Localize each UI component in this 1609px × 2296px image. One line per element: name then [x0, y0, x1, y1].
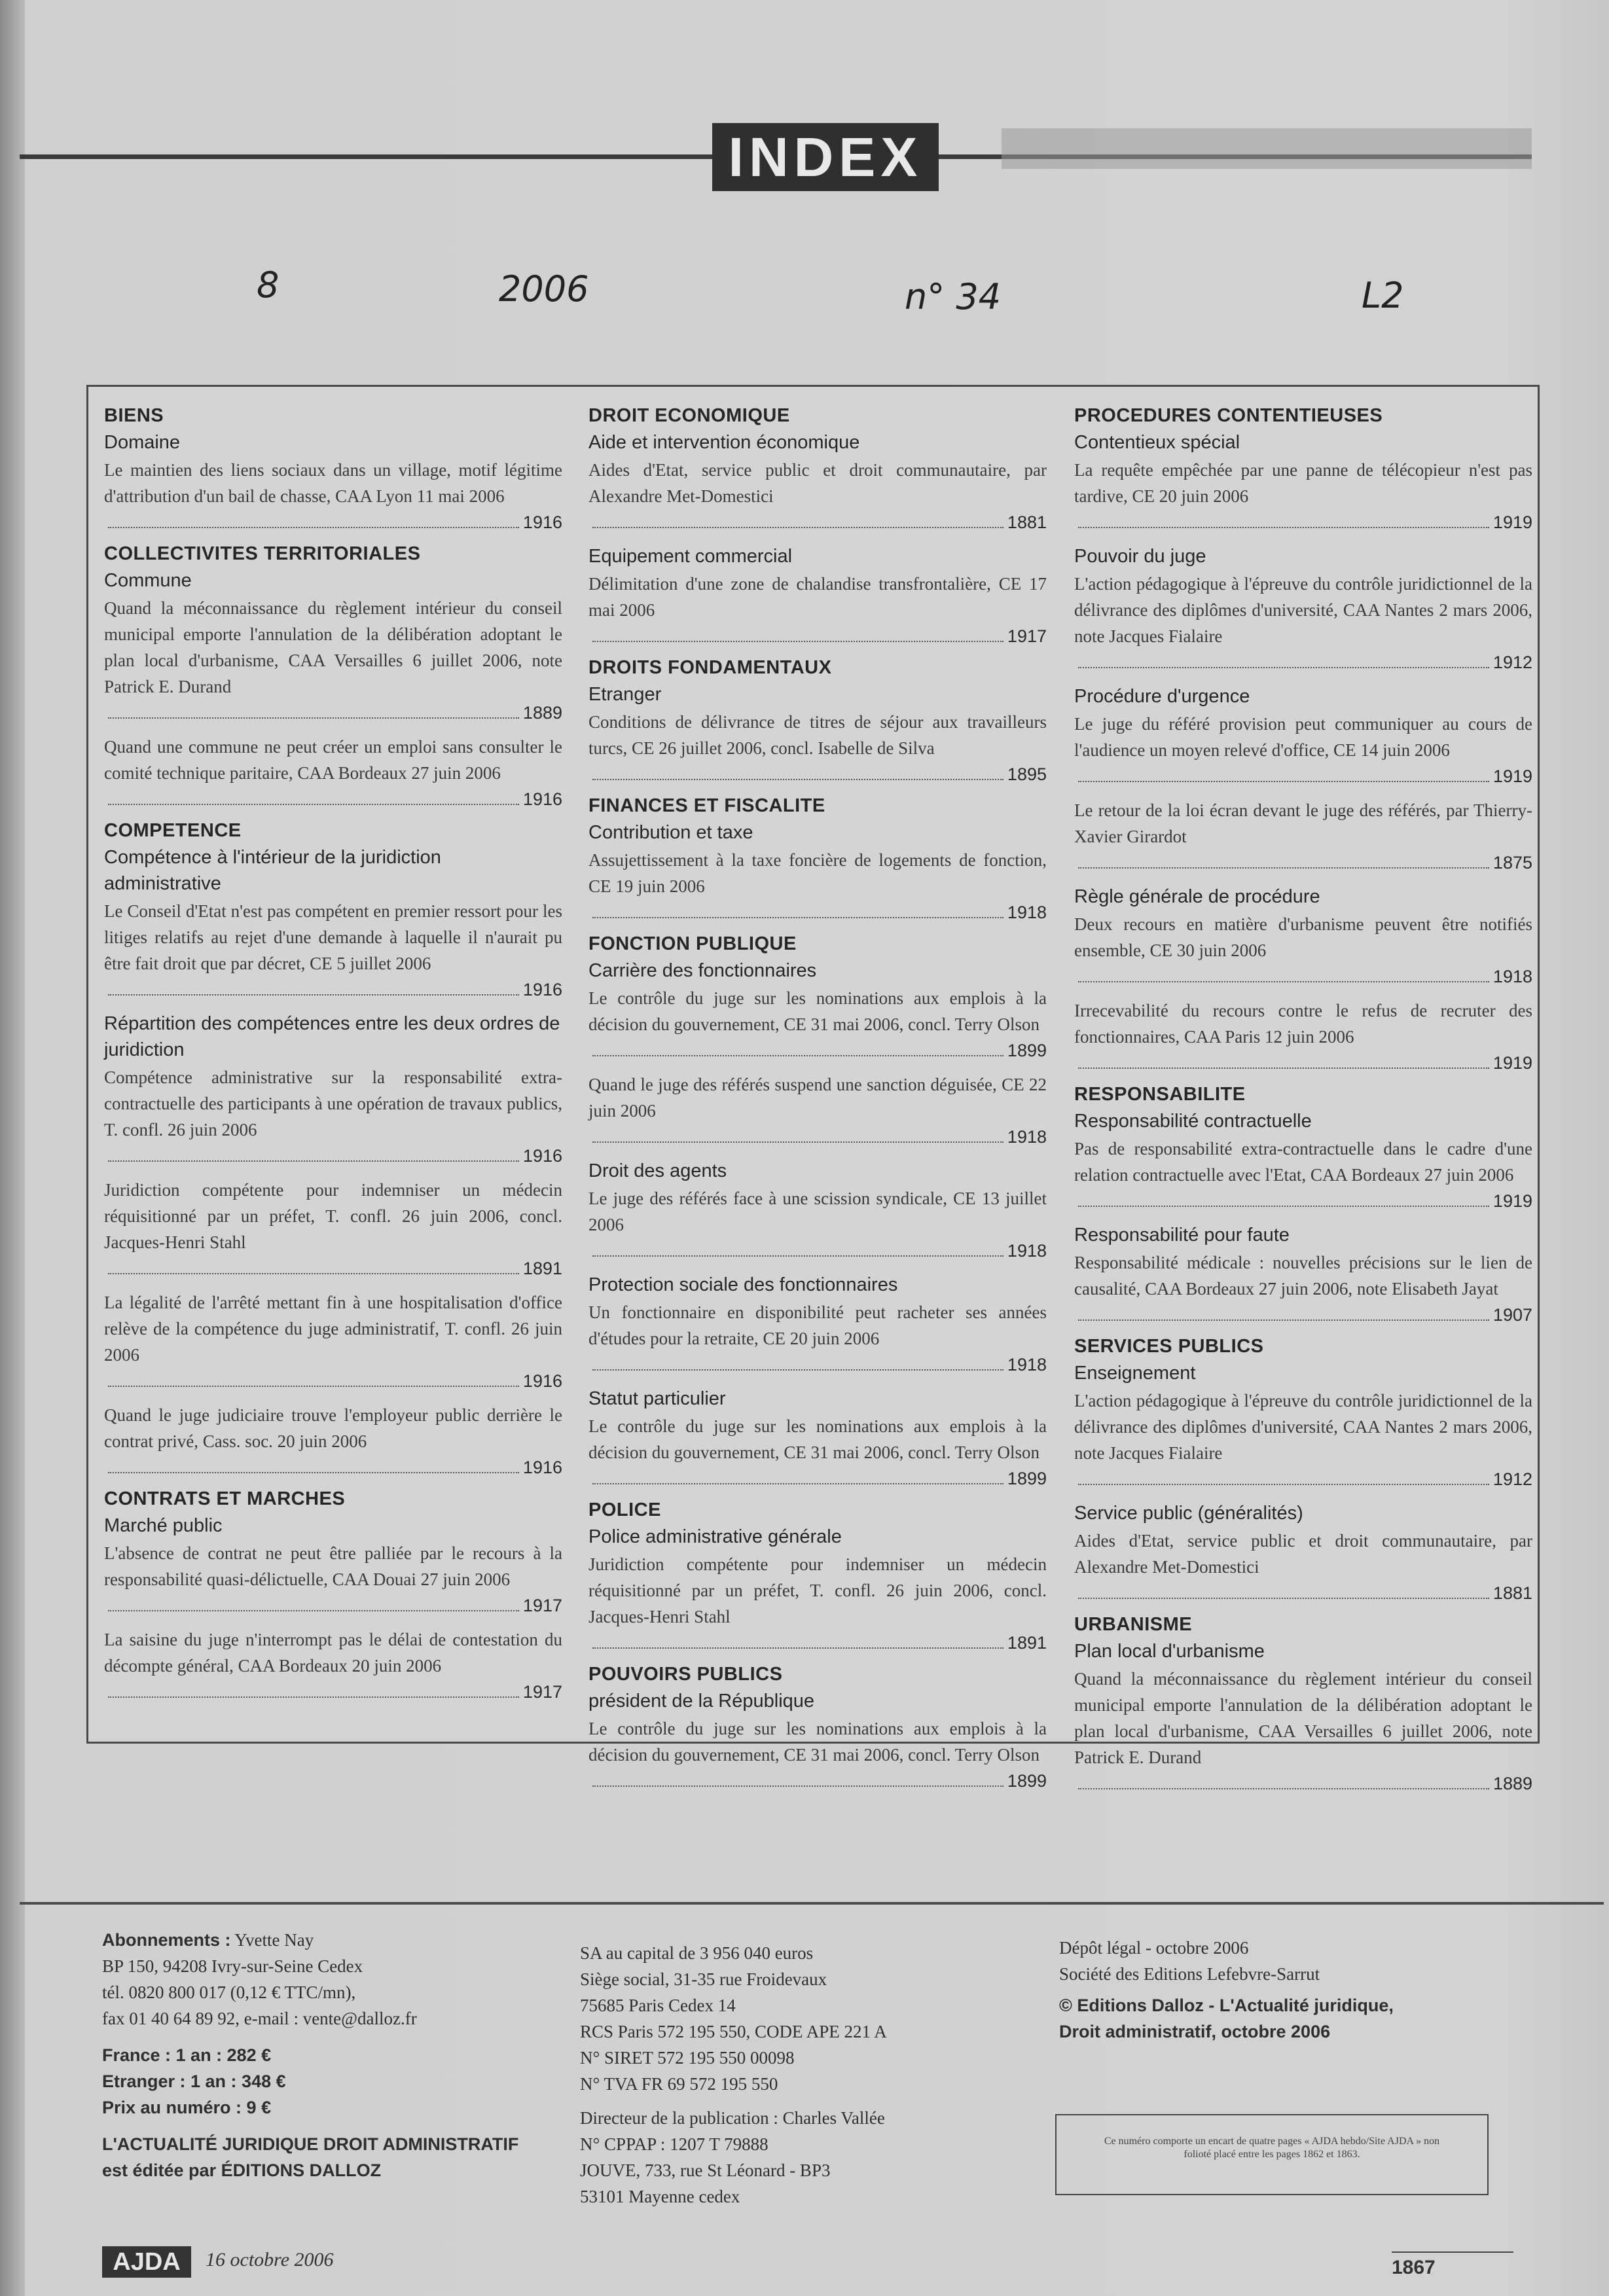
index-entry-text: Quand le juge judiciaire trouve l'employeur public derrière le contrat privé, Cass. soc. 20 juin 2006	[104, 1405, 562, 1451]
publisher-line: L'ACTUALITÉ JURIDIQUE DROIT ADMINISTRATIF	[102, 2134, 519, 2154]
index-entry-text: Pas de responsabilité extra-contractuelle dans le cadre d'une relation contractuelle avec l'Etat, CAA Bordeaux 27 juin 2006	[1074, 1139, 1532, 1185]
dot-leader	[592, 1785, 1003, 1787]
price-france: France : 1 an : 282 €	[102, 2045, 272, 2065]
footer-line: Siège social, 31-35 rue Froidevaux	[580, 1969, 827, 1989]
handwritten-note-1: 8	[257, 264, 280, 306]
index-entry	[104, 1177, 562, 1282]
index-subsection-heading: Plan local d'urbanisme	[1074, 1641, 1265, 1662]
index-entry-page: 1881	[1007, 512, 1047, 532]
index-entry	[1074, 711, 1532, 789]
footer-line: 53101 Mayenne cedex	[580, 2187, 740, 2206]
index-entry	[588, 1551, 1047, 1656]
index-entry-text: Un fonctionnaire en disponibilité peut racheter ses années d'études pour la retraite, CE 20 juin 2006	[588, 1302, 1047, 1348]
page-number: 1867	[1392, 2251, 1513, 2279]
index-entry	[1074, 457, 1532, 535]
dot-leader	[592, 779, 1003, 780]
index-subsection-heading: Service public (généralités)	[1074, 1503, 1303, 1524]
dot-leader	[1078, 527, 1489, 528]
footer-subscriptions	[102, 1927, 573, 2183]
index-entry-text: Irrecevabilité du recours contre le refus de recruter des fonctionnaires, CAA Paris 12 juin 2006	[1074, 1001, 1532, 1047]
index-subsection-heading: Police administrative générale	[588, 1526, 842, 1547]
index-entry	[104, 457, 562, 535]
index-entry-page: 1917	[1007, 626, 1047, 646]
index-subsection-heading: Statut particulier	[588, 1388, 726, 1409]
insert-notice: Ce numéro comporte un encart de quatre pages « AJDA hebdo/Site AJDA » non folioté placé entre les pages 1862 et 1863.	[1055, 2114, 1489, 2195]
index-section-heading: CONTRATS ET MARCHES	[104, 1488, 346, 1509]
footer-line: BP 150, 94208 Ivry-sur-Seine Cedex	[102, 1956, 363, 1976]
footer-legal	[1059, 1927, 1530, 2045]
index-entry-page: 1895	[1007, 764, 1047, 784]
index-entry-text: La légalité de l'arrêté mettant fin à une hospitalisation d'office relève de la compétence du juge administratif, T. confl. 26 juin 2006	[104, 1293, 562, 1365]
index-entry	[588, 1071, 1047, 1150]
index-entry-page: 1891	[1007, 1633, 1047, 1653]
index-subsection-heading: Commune	[104, 570, 192, 591]
footer-line: 75685 Paris Cedex 14	[580, 1996, 736, 2015]
dot-leader	[1078, 1067, 1489, 1069]
dot-leader	[108, 994, 519, 996]
index-entry-text: Quand le juge des référés suspend une sanction déguisée, CE 22 juin 2006	[588, 1075, 1047, 1121]
index-entry-page: 1899	[1007, 1771, 1047, 1791]
index-entry-page: 1916	[522, 1458, 562, 1477]
dot-leader	[592, 527, 1003, 528]
index-section-heading: SERVICES PUBLICS	[1074, 1336, 1264, 1357]
index-entry	[588, 1715, 1047, 1794]
binding-shadow	[0, 0, 25, 2296]
handwritten-note-2: 2006	[499, 268, 589, 310]
dot-leader	[592, 1255, 1003, 1257]
bleed-through-bar	[1002, 128, 1532, 169]
index-title: INDEX	[712, 123, 939, 191]
index-section-heading: COMPETENCE	[104, 820, 242, 841]
index-entry-text: Compétence administrative sur la responsabilité extra-contractuelle des participants à une opération de travaux publics, T. confl. 26 juin 2006	[104, 1067, 562, 1139]
index-subsection-heading: Droit des agents	[588, 1160, 727, 1181]
index-entry	[104, 1064, 562, 1169]
index-entry-text: Le contrôle du juge sur les nominations aux emplois à la décision du gouvernement, CE 31 mai 2006, concl. Terry Olson	[588, 1416, 1047, 1462]
index-section-heading: DROIT ECONOMIQUE	[588, 405, 790, 426]
index-subsection-heading: Procédure d'urgence	[1074, 686, 1250, 707]
ajda-logo: AJDA	[102, 2246, 191, 2278]
dot-leader	[1078, 1788, 1489, 1789]
index-section-heading: FONCTION PUBLIQUE	[588, 933, 797, 954]
index-subsection-heading: Aide et intervention économique	[588, 432, 860, 453]
index-section-heading: POUVOIRS PUBLICS	[588, 1664, 783, 1685]
footer-line: N° CPPAP : 1207 T 79888	[580, 2134, 768, 2154]
dot-leader	[592, 1369, 1003, 1371]
index-section-heading: POLICE	[588, 1499, 661, 1520]
index-subsection-heading: Contentieux spécial	[1074, 432, 1240, 453]
index-entry-page: 1916	[522, 789, 562, 809]
dot-leader	[592, 1483, 1003, 1484]
index-entry	[1074, 1136, 1532, 1214]
index-entry	[588, 985, 1047, 1064]
index-entry-page: 1916	[522, 1146, 562, 1166]
index-entry	[588, 1185, 1047, 1264]
index-entry-page: 1907	[1492, 1305, 1532, 1325]
footer-line: tél. 0820 800 017 (0,12 € TTC/mn),	[102, 1982, 356, 2002]
index-entry	[104, 898, 562, 1003]
index-entry-page: 1918	[1492, 967, 1532, 986]
index-entry-page: 1918	[1007, 1127, 1047, 1147]
index-subsection-heading: Enseignement	[1074, 1363, 1196, 1384]
handwritten-note-4: L2	[1362, 275, 1404, 316]
index-entry-page: 1889	[522, 703, 562, 723]
index-entry-text: Quand la méconnaissance du règlement intérieur du conseil municipal emporte l'annulation de la délibération adoptant le plan local d'urbanisme, CAA Versailles 6 juillet 2006, note Patrick E. Durand	[1074, 1669, 1532, 1767]
dot-leader	[108, 1386, 519, 1387]
index-subsection-heading: Marché public	[104, 1515, 223, 1536]
index-entry-page: 1899	[1007, 1469, 1047, 1488]
index-entry	[104, 1402, 562, 1480]
dot-leader	[592, 1647, 1003, 1649]
index-entry-page: 1917	[522, 1682, 562, 1702]
index-subsection-heading: Etranger	[588, 684, 662, 705]
index-entry	[588, 571, 1047, 649]
index-entry-text: Juridiction compétente pour indemniser un médecin réquisitionné par un préfet, T. confl. 26 juin 2006, concl. Jacques-Henri Stahl	[104, 1180, 562, 1252]
index-entry	[588, 847, 1047, 925]
index-entry	[588, 1413, 1047, 1492]
index-entry-page: 1917	[522, 1596, 562, 1615]
index-entry-text: L'action pédagogique à l'épreuve du contrôle juridictionnel de la délivrance des diplômes d'université, CAA Nantes 2 mars 2006, note Jacques Fialaire	[1074, 574, 1532, 646]
index-section-heading: BIENS	[104, 405, 164, 426]
index-entry-page: 1881	[1492, 1583, 1532, 1603]
index-entry	[588, 457, 1047, 535]
index-section-heading: FINANCES ET FISCALITE	[588, 795, 825, 816]
dot-leader	[108, 804, 519, 805]
index-entry-page: 1916	[522, 980, 562, 999]
index-entry-text: La saisine du juge n'interrompt pas le délai de contestation du décompte général, CAA Bordeaux 20 juin 2006	[104, 1630, 562, 1676]
index-subsection-heading: Contribution et taxe	[588, 822, 753, 843]
index-entry-page: 1919	[1492, 1053, 1532, 1073]
dot-leader	[108, 527, 519, 528]
dot-leader	[592, 917, 1003, 918]
index-entry-page: 1916	[522, 1371, 562, 1391]
index-entry-text: Le contrôle du juge sur les nominations aux emplois à la décision du gouvernement, CE 31 mai 2006, concl. Terry Olson	[588, 988, 1047, 1034]
index-entry	[104, 595, 562, 726]
footer-line: Directeur de la publication : Charles Vallée	[580, 2108, 885, 2128]
subscriptions-name: Yvette Nay	[234, 1930, 314, 1950]
index-entry-page: 1918	[1007, 1241, 1047, 1261]
subscriptions-label: Abonnements :	[102, 1930, 231, 1950]
dot-leader	[1078, 781, 1489, 782]
dot-leader	[1078, 867, 1489, 869]
dot-leader	[108, 717, 519, 719]
dot-leader	[108, 1472, 519, 1473]
dot-leader	[108, 1160, 519, 1162]
index-subsection-heading: Compétence à l'intérieur de la juridiction administrative	[104, 847, 441, 894]
index-entry	[1074, 1666, 1532, 1797]
copyright-line: © Editions Dalloz - L'Actualité juridique,	[1059, 1996, 1394, 2015]
index-entry-text: Le juge du référé provision peut communiquer au cours de l'audience un moyen relevé d'office, CE 14 juin 2006	[1074, 714, 1532, 760]
handwritten-note-3: n° 34	[905, 276, 1002, 317]
index-entry-text: Deux recours en matière d'urbanisme peuvent être notifiés ensemble, CE 30 juin 2006	[1074, 914, 1532, 960]
footer-line: RCS Paris 572 195 550, CODE APE 221 A	[580, 2022, 887, 2041]
index-entry-text: Quand la méconnaissance du règlement intérieur du conseil municipal emporte l'annulation de la délibération adoptant le plan local d'urbanisme, CAA Versailles 6 juillet 2006, note Patrick E. Durand	[104, 598, 562, 696]
index-entry-page: 1919	[1492, 512, 1532, 532]
dot-leader	[108, 1696, 519, 1698]
footer-line: Dépôt légal - octobre 2006	[1059, 1938, 1249, 1958]
index-subsection-heading: Pouvoir du juge	[1074, 546, 1206, 567]
index-entry-page: 1916	[522, 512, 562, 532]
index-subsection-heading: président de la République	[588, 1691, 815, 1712]
index-entry	[104, 1626, 562, 1705]
dot-leader	[1078, 1319, 1489, 1321]
index-frame	[86, 385, 1540, 1793]
dot-leader	[108, 1610, 519, 1611]
index-entry	[1074, 571, 1532, 675]
index-entry-page: 1891	[522, 1259, 562, 1278]
publisher-line: est éditée par ÉDITIONS DALLOZ	[102, 2161, 382, 2180]
index-entry	[588, 709, 1047, 787]
index-entry-page: 1918	[1007, 903, 1047, 922]
index-entry	[1074, 1528, 1532, 1606]
index-subsection-heading: Carrière des fonctionnaires	[588, 960, 817, 981]
index-column-1	[104, 397, 562, 1713]
index-entry-page: 1912	[1492, 653, 1532, 672]
index-column-3	[1074, 397, 1532, 1804]
index-entry	[1074, 797, 1532, 876]
index-entry-text: L'action pédagogique à l'épreuve du contrôle juridictionnel de la délivrance des diplômes d'université, CAA Nantes 2 mars 2006, note Jacques Fialaire	[1074, 1391, 1532, 1463]
index-entry	[588, 1299, 1047, 1378]
copyright-line: Droit administratif, octobre 2006	[1059, 2022, 1331, 2041]
index-subsection-heading: Répartition des compétences entre les deux ordres de juridiction	[104, 1013, 560, 1060]
index-entry	[1074, 911, 1532, 990]
index-section-heading: COLLECTIVITES TERRITORIALES	[104, 543, 421, 564]
index-entry	[104, 734, 562, 812]
index-entry-text: Conditions de délivrance de titres de séjour aux travailleurs turcs, CE 26 juillet 2006, concl. Isabelle de Silva	[588, 712, 1047, 758]
index-entry-text: La requête empêchée par une panne de télécopieur n'est pas tardive, CE 20 juin 2006	[1074, 460, 1532, 506]
index-subsection-heading: Equipement commercial	[588, 546, 793, 567]
index-subsection-heading: Domaine	[104, 432, 181, 453]
footer-line: Société des Editions Lefebvre-Sarrut	[1059, 1964, 1320, 1984]
index-entry-page: 1889	[1492, 1774, 1532, 1793]
index-entry	[1074, 1249, 1532, 1328]
index-entry	[1074, 997, 1532, 1076]
index-entry-text: Le Conseil d'Etat n'est pas compétent en premier ressort pour les litiges relatifs au rejet d'une demande à laquelle il n'aurait pu être fait droit que par décret, CE 5 juillet 2006	[104, 901, 562, 973]
index-entry-text: Le juge des référés face à une scission syndicale, CE 13 juillet 2006	[588, 1189, 1047, 1234]
dot-leader	[1078, 1206, 1489, 1207]
dot-leader	[592, 1141, 1003, 1143]
dot-leader	[592, 1055, 1003, 1056]
index-entry-page: 1899	[1007, 1041, 1047, 1060]
dot-leader	[592, 641, 1003, 642]
index-entry-text: Assujettissement à la taxe foncière de logements de fonction, CE 19 juin 2006	[588, 850, 1047, 896]
index-section-heading: PROCEDURES CONTENTIEUSES	[1074, 405, 1383, 426]
index-entry-text: Aides d'Etat, service public et droit communautaire, par Alexandre Met-Domestici	[588, 460, 1047, 506]
index-subsection-heading: Protection sociale des fonctionnaires	[588, 1274, 898, 1295]
index-entry-text: Le maintien des liens sociaux dans un village, motif légitime d'attribution d'un bail de chasse, CAA Lyon 11 mai 2006	[104, 460, 562, 506]
index-entry-page: 1918	[1007, 1355, 1047, 1374]
index-entry-text: Le contrôle du juge sur les nominations aux emplois à la décision du gouvernement, CE 31 mai 2006, concl. Terry Olson	[588, 1719, 1047, 1765]
index-entry-page: 1919	[1492, 766, 1532, 786]
footer-line: N° TVA FR 69 572 195 550	[580, 2074, 778, 2094]
index-section-heading: URBANISME	[1074, 1614, 1193, 1635]
index-entry-text: L'absence de contrat ne peut être palliée par le recours à la responsabilité quasi-délictuelle, CAA Douai 27 juin 2006	[104, 1543, 562, 1589]
dot-leader	[1078, 1598, 1489, 1599]
dot-leader	[1078, 981, 1489, 982]
index-entry-text: Délimitation d'une zone de chalandise transfrontalière, CE 17 mai 2006	[588, 574, 1047, 620]
index-column-2	[588, 397, 1047, 1802]
index-entry-page: 1912	[1492, 1469, 1532, 1489]
dot-leader	[108, 1273, 519, 1274]
index-entry	[104, 1289, 562, 1394]
footer-company	[580, 1927, 1038, 2210]
footer-line: JOUVE, 733, rue St Léonard - BP3	[580, 2161, 831, 2180]
index-entry-page: 1919	[1492, 1191, 1532, 1211]
index-entry	[104, 1540, 562, 1619]
index-subsection-heading: Règle générale de procédure	[1074, 886, 1320, 907]
dot-leader	[1078, 667, 1489, 668]
index-entry-text: Quand une commune ne peut créer un emploi sans consulter le comité technique paritaire, CAA Bordeaux 27 juin 2006	[104, 737, 562, 783]
index-entry-text: Le retour de la loi écran devant le juge des référés, par Thierry-Xavier Girardot	[1074, 800, 1532, 846]
index-entry-text: Aides d'Etat, service public et droit communautaire, par Alexandre Met-Domestici	[1074, 1531, 1532, 1577]
index-subsection-heading: Responsabilité contractuelle	[1074, 1111, 1312, 1132]
publication-date: 16 octobre 2006	[206, 2249, 334, 2270]
index-entry	[1074, 1388, 1532, 1492]
index-entry-text: Responsabilité médicale : nouvelles précisions sur le lien de causalité, CAA Bordeaux 27 juin 2006, note Elisabeth Jayat	[1074, 1253, 1532, 1299]
dot-leader	[1078, 1484, 1489, 1485]
index-entry-text: Juridiction compétente pour indemniser un médecin réquisitionné par un préfet, T. confl. 26 juin 2006, concl. Jacques-Henri Stahl	[588, 1554, 1047, 1626]
index-section-heading: RESPONSABILITE	[1074, 1084, 1246, 1105]
footer-line: fax 01 40 64 89 92, e-mail : vente@dalloz.fr	[102, 2009, 417, 2028]
price-etranger: Etranger : 1 an : 348 €	[102, 2072, 286, 2091]
footer-rule	[20, 1902, 1604, 1905]
footer-line: SA au capital de 3 956 040 euros	[580, 1943, 814, 1963]
index-subsection-heading: Responsabilité pour faute	[1074, 1225, 1290, 1246]
footer-line: N° SIRET 572 195 550 00098	[580, 2048, 795, 2068]
index-entry-page: 1875	[1492, 853, 1532, 872]
price-issue: Prix au numéro : 9 €	[102, 2098, 272, 2117]
index-section-heading: DROITS FONDAMENTAUX	[588, 657, 832, 678]
